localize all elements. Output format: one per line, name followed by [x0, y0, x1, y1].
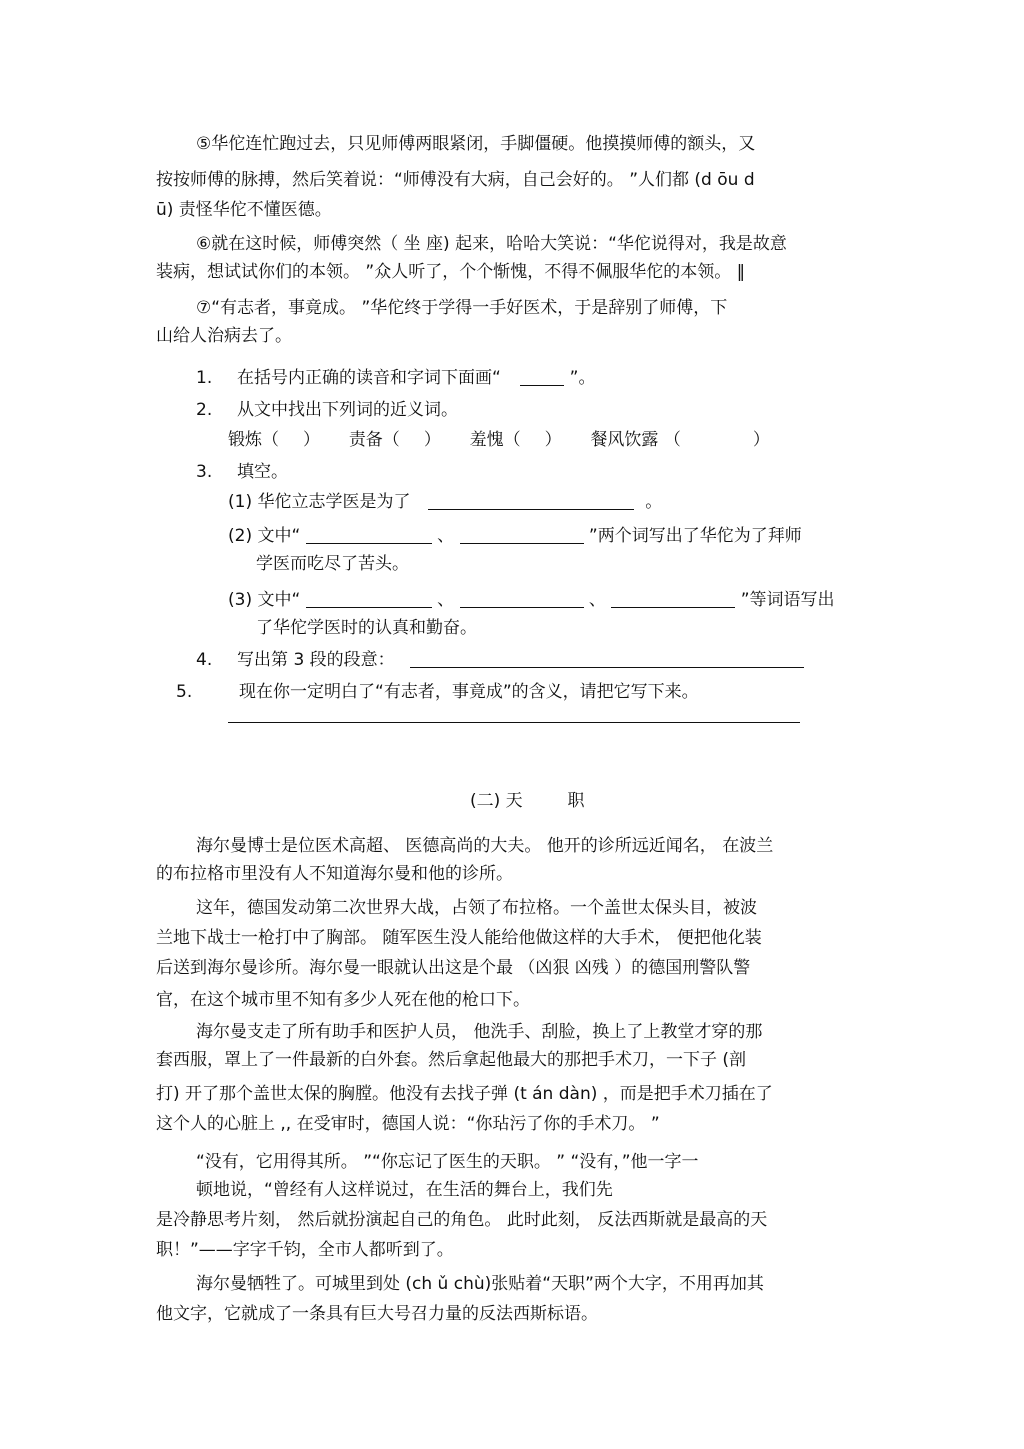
p2-paragraph-2-line-1: 这年，德国发动第二次世界大战，占领了布拉格。一个盖世太保头目，被波 [196, 898, 757, 918]
paragraph-7-line-2: 山给人治病去了。 [156, 326, 292, 346]
p2-paragraph-1-line-1: 海尔曼博士是位医术高超、 医德高尚的大夫。 他开的诊所远近闻名， 在波兰 [196, 836, 774, 856]
paren-close: ） [752, 430, 770, 450]
p2-paragraph-4-line-4: 职！”——字字千钧，全市人都听到了。 [156, 1240, 454, 1260]
p2-paragraph-2-line-3: 后送到海尔曼诊所。海尔曼一眼就认出这是个最 （凶狠 凶残 ）的德国刑警队警 [156, 958, 751, 978]
question-3-sub-2-line-2: 学医而吃尽了苦头。 [256, 554, 409, 574]
title-part-1: (二) 天 [470, 791, 523, 811]
question-3-sub-1 [228, 490, 662, 514]
question-2-items [228, 428, 770, 452]
p2-paragraph-2-line-2: 兰地下战士一枪打中了胸部。 随军医生没人能给他做这样的大手术， 便把他化装 [156, 928, 762, 948]
answer-blank[interactable] [460, 589, 584, 608]
question-3-sub-3 [228, 588, 835, 612]
question-text: 填空。 [237, 462, 289, 482]
p2-paragraph-3-line-2: 套西服，罩上了一件最新的白外套。然后拿起他最大的那把手术刀，一下子 (剖 [156, 1050, 747, 1070]
sub-question-text-end: ”两个词写出了华佗为了拜师 [588, 526, 802, 546]
answer-blank[interactable] [306, 589, 432, 608]
paren-close: ） [544, 430, 562, 450]
question-text: 从文中找出下列词的近义词。 [237, 400, 459, 420]
p2-paragraph-4-line-1: “没有，它用得其所。 ”“你忘记了医生的天职。 ” “没有，”他一字一 [196, 1152, 699, 1172]
question-text: 写出第 3 段的段意： [237, 650, 395, 670]
sub-question-end: 。 [645, 492, 663, 512]
answer-blank[interactable] [428, 491, 634, 510]
paren-close: ） [423, 430, 441, 450]
question-3-sub-2 [228, 524, 802, 548]
answer-blank[interactable] [306, 525, 432, 544]
answer-blank[interactable] [611, 589, 735, 608]
word-item: 锻炼（ [228, 430, 279, 450]
title-part-2: 职 [567, 791, 585, 811]
separator: 、 [437, 526, 455, 546]
p2-paragraph-3-line-4: 这个人的心脏上 ,, 在受审时，德国人说：“你玷污了你的手术刀。 ” [156, 1114, 660, 1134]
p2-paragraph-1-line-2: 的布拉格市里没有人不知道海尔曼和他的诊所。 [156, 864, 513, 884]
question-number: 1. [196, 368, 213, 388]
word-item: 餐风饮露 （ [590, 430, 681, 450]
p2-paragraph-5-line-2: 他文字，它就成了一条具有巨大号召力量的反法西斯标语。 [156, 1304, 598, 1324]
paragraph-5-line-3: ū) 责怪华佗不懂医德。 [156, 200, 332, 220]
p2-paragraph-3-line-3: 打) 开了那个盖世太保的胸膛。他没有去找子弹 (t án dàn) ，而是把手术刀插在了 [156, 1084, 773, 1104]
question-1 [196, 366, 595, 390]
passage-title [470, 786, 584, 811]
answer-blank[interactable] [460, 525, 584, 544]
question-text: 在括号内正确的读音和字词下面画“ [237, 368, 501, 388]
word-item: 责备（ [348, 430, 400, 450]
paragraph-5-line-1: ⑤华佗连忙跑过去，只见师傅两眼紧闭，手脚僵硬。他摸摸师傅的额头，又 [196, 134, 756, 154]
sub-question-text-end: ”等词语写出 [740, 590, 835, 610]
question-number: 3. [196, 462, 213, 482]
answer-line[interactable] [228, 722, 800, 723]
sub-question-text: (2) 文中“ [228, 526, 301, 546]
p2-paragraph-4-line-3: 是冷静思考片刻， 然后就扮演起自己的角色。 此时此刻， 反法西斯就是最高的天 [156, 1210, 768, 1230]
p2-paragraph-3-line-1: 海尔曼支走了所有助手和医护人员， 他洗手、刮脸，换上了上教堂才穿的那 [196, 1022, 763, 1042]
p2-paragraph-2-line-4: 官，在这个城市里不知有多少人死在他的枪口下。 [156, 990, 530, 1010]
question-3-sub-3-line-2: 了华佗学医时的认真和勤奋。 [256, 618, 477, 638]
sub-question-text: (3) 文中“ [228, 590, 301, 610]
paragraph-7-line-1: ⑦“有志者，事竟成。 ”华佗终于学得一手好医术，于是辞别了师傅，下 [196, 298, 728, 318]
question-5 [176, 680, 699, 704]
question-number: 4. [196, 650, 213, 670]
separator: 、 [588, 590, 606, 610]
separator: 、 [437, 590, 455, 610]
word-item: 羞愧（ [469, 430, 521, 450]
answer-blank[interactable] [520, 367, 564, 386]
paragraph-6-line-2: 装病，想试试你们的本领。 ”众人听了，个个惭愧，不得不佩服华佗的本领。 ‖ [156, 262, 746, 282]
question-2 [196, 398, 458, 422]
paren-close: ） [303, 430, 320, 450]
question-number: 5. [176, 682, 193, 702]
paragraph-6-line-1: ⑥就在这时候，师傅突然（ 坐 座) 起来，哈哈大笑说：“华佗说得对，我是故意 [196, 234, 787, 254]
paragraph-5-line-2: 按按师傅的脉搏，然后笑着说：“师傅没有大病，自己会好的。 ”人们都 (d ōu d [156, 170, 755, 190]
question-text-end: ”。 [569, 368, 596, 388]
question-4 [196, 648, 804, 672]
sub-question-text: (1) 华佗立志学医是为了 [228, 492, 411, 512]
answer-blank[interactable] [410, 649, 804, 668]
question-3 [196, 460, 288, 484]
question-text: 现在你一定明白了“有志者，事竟成”的含义，请把它写下来。 [239, 682, 699, 702]
p2-paragraph-5-line-1: 海尔曼牺牲了。可城里到处 (ch ǔ chù)张贴着“天职”两个大字，不用再加其 [196, 1274, 764, 1294]
question-number: 2. [196, 400, 213, 420]
p2-paragraph-4-line-2: 顿地说，“曾经有人这样说过，在生活的舞台上，我们先 [196, 1180, 613, 1200]
